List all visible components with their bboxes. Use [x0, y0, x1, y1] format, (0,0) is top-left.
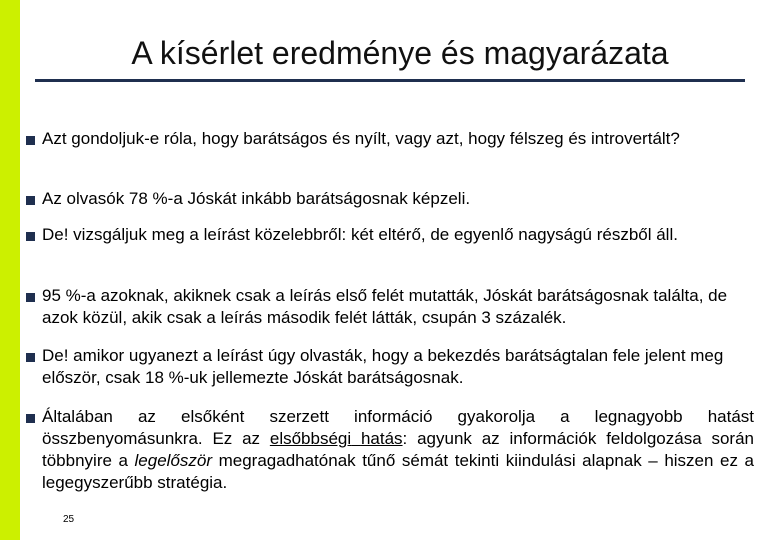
- square-bullet-icon: [26, 136, 35, 145]
- square-bullet-icon: [26, 293, 35, 302]
- bullet-text-part: megragadhatónak tűnő sémát tekinti kiindulási alapnak – hiszen ez a legegyszerűbb stratégia.: [42, 451, 755, 492]
- bullet-item: [24, 128, 754, 150]
- term-effect: hatás: [360, 429, 403, 448]
- square-bullet-icon: [26, 232, 35, 241]
- square-bullet-icon: [26, 414, 35, 423]
- bullet-text-part: : agyunk az információk feldolgozása során többnyire a: [42, 429, 754, 470]
- bullet-item: [24, 285, 754, 329]
- term-primacy: elsőbbségi: [269, 429, 352, 448]
- bullet-item: [24, 188, 754, 210]
- bullet-item: [24, 406, 754, 494]
- bullet-text: 95 %-a azoknak, akiknek csak a leírás első felét mutatták, Jóskát barátságosnak találta, de azok közül, akik csak a leírás második felét látták, csupán 3 százalék.: [42, 286, 728, 327]
- bullet-text: Az olvasók 78 %-a Jóskát inkább barátságosnak képzeli.: [42, 189, 471, 208]
- bullet-item: [24, 345, 754, 389]
- slide-title: A kísérlet eredménye és magyarázata: [131, 35, 669, 71]
- emphasis-word: legelőször: [134, 451, 213, 470]
- square-bullet-icon: [26, 353, 35, 362]
- square-bullet-icon: [26, 196, 35, 205]
- term-space: [351, 429, 361, 448]
- bullet-text: Azt gondoljuk-e róla, hogy barátságos és nyílt, vagy azt, hogy félszeg és introvertált?: [42, 129, 680, 148]
- bullet-item: [24, 224, 754, 246]
- page-number: 25: [63, 514, 75, 525]
- title-underline-rule: [35, 79, 745, 82]
- bullet-text: De! amikor ugyanezt a leírást úgy olvasták, hogy a bekezdés barátságtalan fele jelent meg először, csak 18 %-uk jellemezte Jóskát barátságosnak.: [42, 346, 724, 387]
- bullet-text-part: Általában az elsőként szerzett információ gyakorolja a legnagyobb hatást összbenyomásunkra. Ez az: [42, 407, 754, 448]
- side-accent-bar: [0, 0, 20, 540]
- bullet-text: De! vizsgáljuk meg a leírást közelebbről: két eltérő, de egyenlő nagyságú részből áll.: [42, 225, 678, 244]
